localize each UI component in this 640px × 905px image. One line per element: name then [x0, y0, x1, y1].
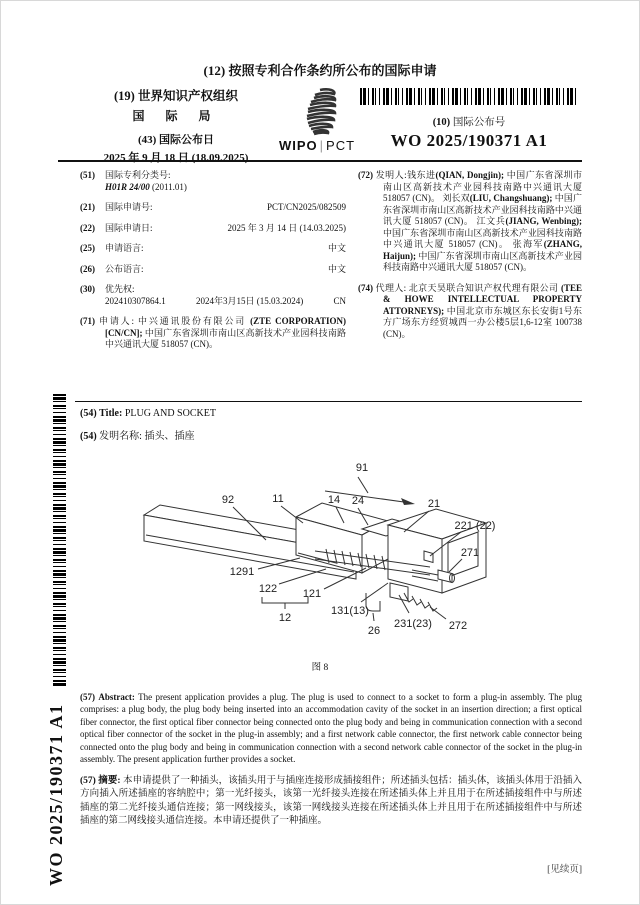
inventors-paragraph — [358, 170, 582, 274]
priority-row — [80, 284, 346, 307]
inventor-name-en: (QIAN, Dongjin); — [435, 170, 507, 180]
inid-54: (54) — [80, 431, 97, 442]
priority-label: 优先权: — [105, 284, 135, 294]
inid-30: (30) — [80, 284, 95, 294]
figure-ref-label: 121 — [302, 588, 322, 600]
publication-language-label: 公布语言: — [105, 263, 144, 274]
figure-ref-label: 21 — [427, 498, 441, 510]
figure-8-drawing — [130, 455, 580, 670]
agent-name-cn: 北京天昊联合知识产权代理有限公司 — [408, 282, 561, 293]
barcode-vertical — [53, 394, 66, 687]
inid-54: (54) — [80, 408, 97, 419]
title-cn-label: 发明名称: — [99, 431, 145, 442]
applicant-address: 中国广东省深圳市南山区高新技术产业园科技南路中兴通讯大厦 518057 (CN)。 — [105, 327, 346, 349]
inventor-name-cn: 江文兵 — [476, 216, 506, 226]
inid-72: (72) — [358, 170, 373, 180]
publication-language-value: 中文 — [327, 263, 346, 274]
figure-ref-label: 271 — [460, 547, 480, 559]
filing-date-value: 2025 年 3 月 14 日 (14.03.2025) — [227, 222, 346, 233]
applicant-name-cn: 中兴通讯股份有限公司 — [138, 316, 251, 326]
inventor-name-en: (JIANG, Wenbing); — [505, 216, 582, 226]
bibliographic-columns — [80, 170, 582, 360]
filing-language-label: 申请语言: — [105, 243, 144, 253]
title-en-value: PLUG AND SOCKET — [124, 408, 216, 419]
agent-label: 代理人: — [375, 282, 409, 293]
figure-ref-label: 91 — [355, 462, 369, 474]
ipc-row — [80, 170, 346, 193]
organization-bureau: 国 际 局 — [132, 109, 220, 123]
vertical-publication-number: WO 2025/190371 A1 — [46, 703, 66, 886]
organization-name: (19) 世界知识产权组织 — [114, 89, 238, 103]
priority-date: 2024年3月15日 (15.03.2024) — [195, 295, 304, 306]
publication-number-value: WO 2025/190371 A1 — [390, 131, 548, 150]
inid-10: (10) — [432, 117, 451, 128]
figure-ref-label: 24 — [351, 495, 365, 507]
inid-74: (74) — [358, 282, 373, 293]
inventor-name-cn: 刘长双 — [442, 193, 470, 203]
inid-26: (26) — [80, 263, 95, 274]
inventor-address: 中国广东省深圳市南山区高新技术产业园科技南路中兴通讯大厦 518057 (CN)。 — [383, 193, 582, 226]
inid-21: (21) — [80, 202, 95, 212]
figure-ref-label: 1291 — [229, 566, 255, 578]
applicant-residence: [CN/CN]; — [105, 327, 145, 338]
ipc-code: H01R 24/00 — [105, 181, 150, 192]
abstract-en-text: The present application provides a plug. The plug is used to connect to a socket to form a plug-in assembly. The plug comprises: a plug body, the plug body being inserted into an accommodation cavity of the socket in an insertion direction; a first optical fiber connector, the first optical fiber connector being connected onto the plug body and being in communication connection with a second optical fiber connector of the socket in the plug-in assembly; and a first network cable connector, the first network cable connector being connected onto the plug body and being in communication connection with a second network cable connector of the socket in the plug-in assembly. The present application further provides a socket. — [80, 692, 582, 765]
agent-paragraph — [358, 283, 582, 341]
inventors-label: 发明人: — [375, 170, 407, 180]
inid-51: (51) — [80, 170, 95, 180]
wipo-pct-wordmark: WIPO | PCT — [278, 138, 356, 153]
issuing-organization-block — [78, 86, 274, 165]
figure-ref-label: 92 — [221, 494, 235, 506]
filing-language-row — [80, 243, 346, 255]
agent-name-en: (TEE & HOWE INTELLECTUAL PROPERTY ATTORNEYS); — [383, 282, 582, 316]
inid-71: (71) — [80, 316, 95, 326]
ipc-year: (2011.01) — [149, 181, 187, 192]
ipc-label: 国际专利分类号: — [105, 170, 171, 180]
publication-date-label: (43) 国际公布日 — [137, 134, 215, 146]
inventor-name-cn: 张海军 — [512, 239, 544, 249]
title-cn-value: 插头、插座 — [144, 431, 195, 442]
publication-date-value: 2025 年 9 月 18 日 (18.09.2025) — [103, 152, 249, 164]
inid-19: (19) — [114, 89, 135, 103]
inventor-name-cn: 钱东进 — [406, 170, 436, 180]
abstract-cn-text: 本申请提供了一种插头，该插头用于与插座连接形成插接组件；所述插头包括：插头体，该插头体用于沿插入方向插入所述插座的容纳腔中；第一光纤接头，该第一光纤接头连接在所述插头体上并且用于在所述插接组件中与所述插座的第二光纤接头通信连接；第一网线接头，该第一网线接头连接在所述插头体上并且用于在所述插接组件中与所述插座的第二网线接头通信连接。本申请还提供了一种插座。 — [80, 775, 582, 826]
wipo-logo-block — [262, 86, 372, 153]
agent-address: 中国北京市东城区东长安街1号东方广场东方经贸城西一办公楼5层1,6-12室 100738 (CN)。 — [383, 305, 582, 339]
priority-country: CN — [333, 295, 346, 306]
title-en-label: Title: — [99, 408, 125, 419]
wipo-swoosh-icon — [290, 86, 344, 136]
figure-ref-label: 221 (22) — [454, 520, 496, 532]
figure-ref-label: 14 — [327, 494, 341, 506]
filing-date-label: 国际申请日: — [105, 222, 153, 233]
header-divider — [58, 160, 582, 162]
inid-43: (43) — [137, 134, 157, 146]
application-number-row — [80, 202, 346, 214]
abstract-english — [80, 691, 582, 765]
figure-caption: 图 8 — [311, 663, 329, 673]
continued-on-next-page-note: [见续页] — [547, 865, 582, 875]
inventor-name-en: (LIU, Changshuang); — [469, 193, 555, 203]
publication-language-row — [80, 264, 346, 276]
inventor-address: 中国广东省深圳市南山区高新技术产业园科技南路中兴通讯大厦 518057 (CN)。 — [383, 250, 582, 272]
figure-ref-label: 122 — [258, 583, 278, 595]
title-block — [80, 408, 582, 450]
figure-ref-label: 272 — [448, 620, 468, 632]
applicant-label: 申请人: — [99, 316, 139, 326]
figure-ref-label: 26 — [367, 625, 381, 637]
biblio-left-column — [80, 170, 346, 360]
figure-ref-label: 231(23) — [394, 618, 432, 630]
application-number-label: 国际申请号: — [105, 202, 153, 212]
priority-application-number: 202410307864.1 — [105, 295, 166, 306]
inid-57: (57) — [80, 775, 96, 786]
barcode-horizontal — [360, 88, 578, 105]
inid-57: (57) — [80, 692, 95, 702]
applicant-paragraph — [80, 316, 346, 351]
filing-date-row — [80, 223, 346, 235]
title-en — [80, 408, 582, 419]
figure-ref-label: 11 — [272, 493, 284, 505]
inid-22: (22) — [80, 222, 95, 233]
application-number-value: PCT/CN2025/082509 — [266, 202, 346, 212]
abstract-chinese — [80, 775, 582, 829]
figure-ref-label: 12 — [278, 612, 292, 624]
publication-number-label: (10) 国际公布号 — [432, 117, 506, 128]
inventor-name-en: (ZHANG, Haijun); — [383, 239, 582, 261]
document-type-line: (12) 按照专利合作条约所公布的国际申请 — [203, 63, 437, 78]
applicant-name-en: (ZTE CORPORATION) — [250, 316, 346, 326]
figure-ref-label: 131(13) — [331, 605, 369, 617]
filing-language-value: 中文 — [327, 243, 346, 253]
abstract-en-label: Abstract: — [98, 692, 139, 702]
title-divider — [75, 401, 582, 402]
abstract-cn-label: 摘要: — [98, 775, 124, 786]
patent-figure — [130, 455, 580, 670]
title-cn — [80, 427, 582, 442]
logo-separator: | — [319, 138, 325, 153]
biblio-right-column — [358, 170, 582, 360]
publication-number-block — [360, 88, 578, 151]
inventor-address: 中国广东省深圳市南山区高新技术产业园科技南路中兴通讯大厦 518057 (CN)。 — [383, 227, 582, 249]
inid-25: (25) — [80, 243, 95, 253]
inventor-address: 中国广东省深圳市南山区高新技术产业园科技南路中兴通讯大厦 518057 (CN)。 — [383, 170, 582, 203]
